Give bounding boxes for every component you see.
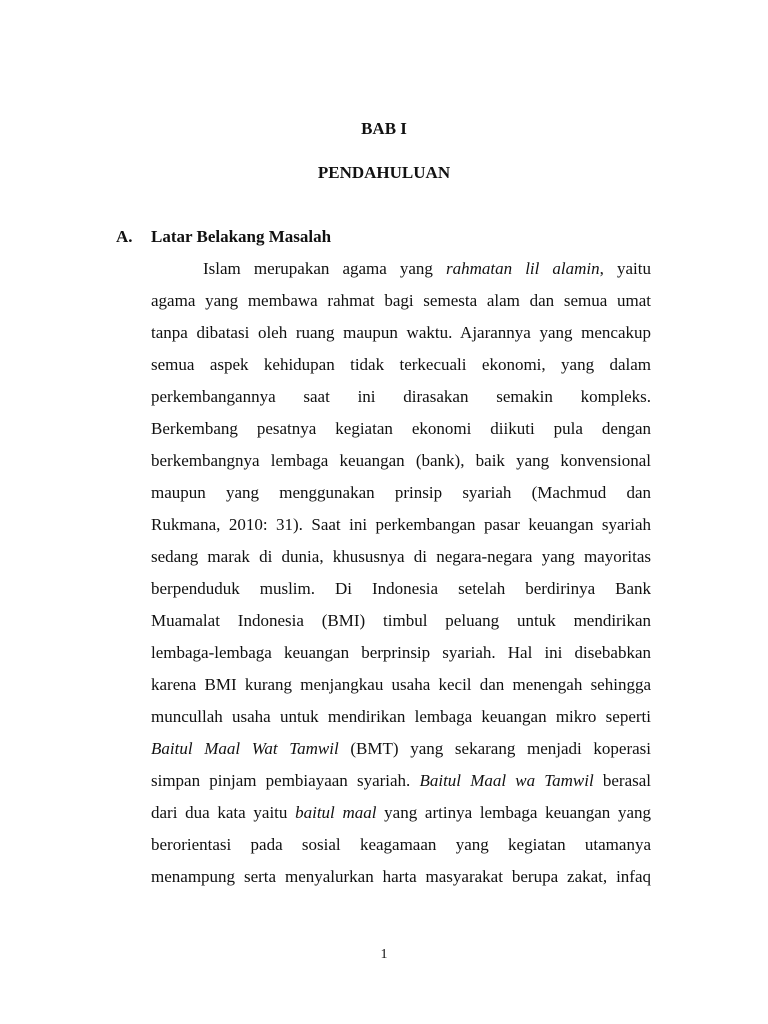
paragraph-line <box>151 349 651 381</box>
italic-term: baitul maal <box>295 803 377 822</box>
text-run: berpenduduk muslim. Di Indonesia setelah berdirinya Bank <box>151 579 651 598</box>
section-number: A. <box>116 227 133 246</box>
text-run: perkembangannya saat ini dirasakan semakin kompleks. <box>151 387 651 406</box>
body-paragraph <box>151 253 651 893</box>
paragraph-line <box>151 797 651 829</box>
paragraph-line <box>151 285 651 317</box>
text-run: Berkembang pesatnya kegiatan ekonomi diikuti pula dengan <box>151 419 651 438</box>
text-run: berkembangnya lembaga keuangan (bank), baik yang konvensional <box>151 451 651 470</box>
text-run: berasal <box>593 771 652 790</box>
text-run: tanpa dibatasi oleh ruang maupun waktu. Ajarannya yang mencakup <box>151 323 651 342</box>
paragraph-line <box>151 829 651 861</box>
paragraph-line <box>151 413 651 445</box>
text-run: Rukmana, 2010: 31). Saat ini perkembangan pasar keuangan syariah <box>151 515 651 534</box>
text-run: karena BMI kurang menjangkau usaha kecil dan menengah sehingga <box>151 675 651 694</box>
italic-term: rahmatan lil alamin <box>446 259 600 278</box>
text-run: Islam merupakan agama yang <box>203 259 446 278</box>
paragraph-line <box>151 765 651 797</box>
paragraph-line <box>151 701 651 733</box>
text-run: semua aspek kehidupan tidak terkecuali ekonomi, yang dalam <box>151 355 651 374</box>
page-number: 1 <box>380 947 388 962</box>
chapter-title: PENDAHULUAN <box>317 163 451 182</box>
paragraph-line <box>151 669 651 701</box>
paragraph-line <box>151 445 651 477</box>
italic-term: Baitul Maal Wat Tamwil <box>151 739 339 758</box>
paragraph-line <box>151 637 651 669</box>
text-run: sedang marak di dunia, khususnya di negara-negara yang mayoritas <box>151 547 651 566</box>
text-run: Muamalat Indonesia (BMI) timbul peluang untuk mendirikan <box>151 611 651 630</box>
text-run: maupun yang menggunakan prinsip syariah (Machmud dan <box>151 483 651 502</box>
section-heading <box>116 226 331 248</box>
text-run: berorientasi pada sosial keagamaan yang kegiatan utamanya <box>151 835 651 854</box>
text-run: yang artinya lembaga keuangan yang <box>376 803 651 822</box>
paragraph-line <box>151 381 651 413</box>
text-run: lembaga-lembaga keuangan berprinsip syariah. Hal ini disebabkan <box>151 643 651 662</box>
section-title: Latar Belakang Masalah <box>151 227 332 246</box>
text-run: menampung serta menyalurkan harta masyarakat berupa zakat, infaq <box>151 867 651 886</box>
text-run: (BMT) yang sekarang menjadi koperasi <box>338 739 651 758</box>
text-run: muncullah usaha untuk mendirikan lembaga keuangan mikro seperti <box>151 707 651 726</box>
chapter-number: BAB I <box>361 119 407 138</box>
text-run: simpan pinjam pembiayaan syariah. <box>151 771 420 790</box>
text-run: dari dua kata yaitu <box>151 803 296 822</box>
paragraph-line <box>151 605 651 637</box>
text-run: agama yang membawa rahmat bagi semesta alam dan semua umat <box>151 291 651 310</box>
paragraph-line <box>151 509 651 541</box>
paragraph-line <box>151 317 651 349</box>
italic-term: Baitul Maal wa Tamwil <box>419 771 594 790</box>
paragraph-line <box>151 733 651 765</box>
paragraph-line <box>151 541 651 573</box>
paragraph-line <box>151 573 651 605</box>
paragraph-line <box>151 861 651 893</box>
text-run: , yaitu <box>599 259 651 278</box>
paragraph-line <box>151 477 651 509</box>
paragraph-line <box>151 253 651 285</box>
